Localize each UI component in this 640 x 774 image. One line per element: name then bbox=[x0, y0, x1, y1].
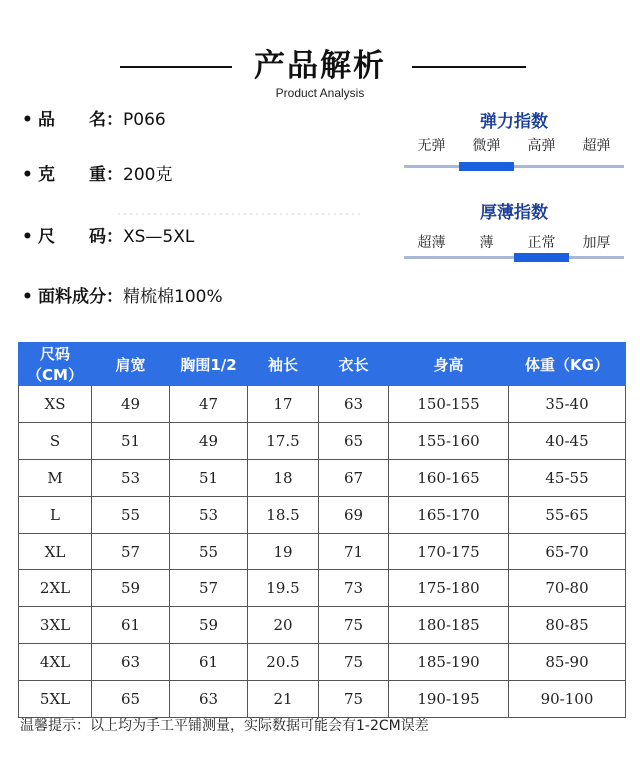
table-cell: 18.5 bbox=[248, 496, 319, 533]
thickness-option: 薄 bbox=[479, 235, 494, 251]
spec-fabric bbox=[22, 283, 223, 311]
table-cell: S bbox=[19, 422, 92, 459]
table-cell: 75 bbox=[319, 644, 389, 681]
bullet-icon: • bbox=[22, 110, 33, 130]
table-row bbox=[19, 459, 626, 496]
spec-value: P066 bbox=[123, 110, 166, 130]
spec-value: XS—5XL bbox=[123, 227, 195, 247]
table-row bbox=[19, 496, 626, 533]
table-cell: 18 bbox=[248, 459, 319, 496]
table-row bbox=[19, 422, 626, 459]
header-size: 尺码（CM） bbox=[19, 343, 92, 386]
header-half-chest: 胸围1/2 bbox=[170, 343, 248, 386]
thickness-indicator bbox=[514, 253, 569, 262]
header-weight: 体重（KG） bbox=[509, 343, 626, 386]
table-cell: 53 bbox=[92, 459, 170, 496]
spec-value: 精梳棉100% bbox=[123, 287, 223, 307]
table-cell: 175-180 bbox=[389, 570, 509, 607]
table-cell: 61 bbox=[92, 607, 170, 644]
table-cell: 75 bbox=[319, 681, 389, 718]
table-cell: 170-175 bbox=[389, 533, 509, 570]
spec-weight bbox=[22, 161, 172, 189]
table-cell: 90-100 bbox=[509, 681, 626, 718]
bullet-icon: • bbox=[22, 165, 33, 185]
table-row bbox=[19, 644, 626, 681]
table-cell: L bbox=[19, 496, 92, 533]
spec-value: 200克 bbox=[123, 165, 173, 185]
table-cell: 55-65 bbox=[509, 496, 626, 533]
elasticity-indicator bbox=[459, 162, 514, 171]
table-cell: XL bbox=[19, 533, 92, 570]
table-header-row bbox=[19, 343, 626, 386]
table-cell: 53 bbox=[170, 496, 248, 533]
elasticity-option: 超弹 bbox=[582, 138, 611, 154]
table-cell: 75 bbox=[319, 607, 389, 644]
header-shoulder: 肩宽 bbox=[92, 343, 170, 386]
spec-product-name bbox=[22, 106, 166, 134]
bullet-icon: • bbox=[22, 287, 33, 307]
table-cell: 51 bbox=[92, 422, 170, 459]
table-cell: 4XL bbox=[19, 644, 92, 681]
table-cell: 185-190 bbox=[389, 644, 509, 681]
measurement-note: 温馨提示：以上均为手工平铺测量，实际数据可能会有1-2CM误差 bbox=[20, 718, 429, 734]
table-cell: 57 bbox=[92, 533, 170, 570]
thickness-meter bbox=[404, 198, 624, 268]
table-row bbox=[19, 533, 626, 570]
table-cell: 67 bbox=[319, 459, 389, 496]
table-cell: 69 bbox=[319, 496, 389, 533]
table-cell: 21 bbox=[248, 681, 319, 718]
decorative-dots bbox=[116, 212, 360, 216]
table-cell: 71 bbox=[319, 533, 389, 570]
table-cell: 63 bbox=[92, 644, 170, 681]
table-cell: 49 bbox=[170, 422, 248, 459]
table-cell: 65 bbox=[319, 422, 389, 459]
table-cell: 155-160 bbox=[389, 422, 509, 459]
table-cell: 85-90 bbox=[509, 644, 626, 681]
elasticity-option: 微弹 bbox=[472, 138, 501, 154]
section-header bbox=[0, 0, 640, 110]
spec-label: 克 重： bbox=[38, 165, 123, 185]
table-cell: 35-40 bbox=[509, 386, 626, 423]
table-cell: 40-45 bbox=[509, 422, 626, 459]
header-sleeve: 袖长 bbox=[248, 343, 319, 386]
table-cell: 165-170 bbox=[389, 496, 509, 533]
table-cell: 160-165 bbox=[389, 459, 509, 496]
page-title: 产品解析 bbox=[254, 48, 386, 84]
table-cell: XS bbox=[19, 386, 92, 423]
table-cell: 17.5 bbox=[248, 422, 319, 459]
table-cell: 80-85 bbox=[509, 607, 626, 644]
elasticity-track bbox=[404, 165, 624, 168]
table-cell: 47 bbox=[170, 386, 248, 423]
table-cell: 19.5 bbox=[248, 570, 319, 607]
table-cell: M bbox=[19, 459, 92, 496]
elasticity-meter bbox=[404, 107, 624, 177]
table-cell: 59 bbox=[92, 570, 170, 607]
spec-label: 品 名： bbox=[38, 110, 123, 130]
table-row bbox=[19, 607, 626, 644]
table-row bbox=[19, 681, 626, 718]
table-cell: 150-155 bbox=[389, 386, 509, 423]
table-cell: 20.5 bbox=[248, 644, 319, 681]
table-cell: 49 bbox=[92, 386, 170, 423]
table-cell: 55 bbox=[92, 496, 170, 533]
table-cell: 5XL bbox=[19, 681, 92, 718]
header-length: 衣长 bbox=[319, 343, 389, 386]
thickness-option: 超薄 bbox=[417, 235, 446, 251]
table-cell: 70-80 bbox=[509, 570, 626, 607]
elasticity-title: 弹力指数 bbox=[480, 112, 548, 132]
thickness-title: 厚薄指数 bbox=[480, 203, 548, 223]
header-rule-right bbox=[412, 66, 526, 68]
table-cell: 65 bbox=[92, 681, 170, 718]
table-row bbox=[19, 386, 626, 423]
elasticity-option: 无弹 bbox=[417, 138, 446, 154]
header-height: 身高 bbox=[389, 343, 509, 386]
table-cell: 65-70 bbox=[509, 533, 626, 570]
table-cell: 57 bbox=[170, 570, 248, 607]
table-cell: 73 bbox=[319, 570, 389, 607]
table-cell: 17 bbox=[248, 386, 319, 423]
thickness-option: 加厚 bbox=[582, 235, 611, 251]
elasticity-option: 高弹 bbox=[527, 138, 556, 154]
table-cell: 59 bbox=[170, 607, 248, 644]
table-cell: 63 bbox=[170, 681, 248, 718]
size-chart-table bbox=[18, 342, 626, 718]
table-cell: 51 bbox=[170, 459, 248, 496]
spec-label: 尺 码： bbox=[38, 227, 123, 247]
table-cell: 19 bbox=[248, 533, 319, 570]
table-cell: 3XL bbox=[19, 607, 92, 644]
thickness-option: 正常 bbox=[527, 235, 556, 251]
table-cell: 180-185 bbox=[389, 607, 509, 644]
table-cell: 190-195 bbox=[389, 681, 509, 718]
table-cell: 55 bbox=[170, 533, 248, 570]
table-cell: 61 bbox=[170, 644, 248, 681]
bullet-icon: • bbox=[22, 227, 33, 247]
table-row bbox=[19, 570, 626, 607]
page-subtitle: Product Analysis bbox=[275, 86, 365, 100]
table-cell: 63 bbox=[319, 386, 389, 423]
spec-label: 面料成分： bbox=[38, 287, 123, 307]
table-cell: 20 bbox=[248, 607, 319, 644]
table-cell: 45-55 bbox=[509, 459, 626, 496]
spec-size-range bbox=[22, 223, 194, 251]
table-cell: 2XL bbox=[19, 570, 92, 607]
table-body bbox=[19, 386, 626, 718]
